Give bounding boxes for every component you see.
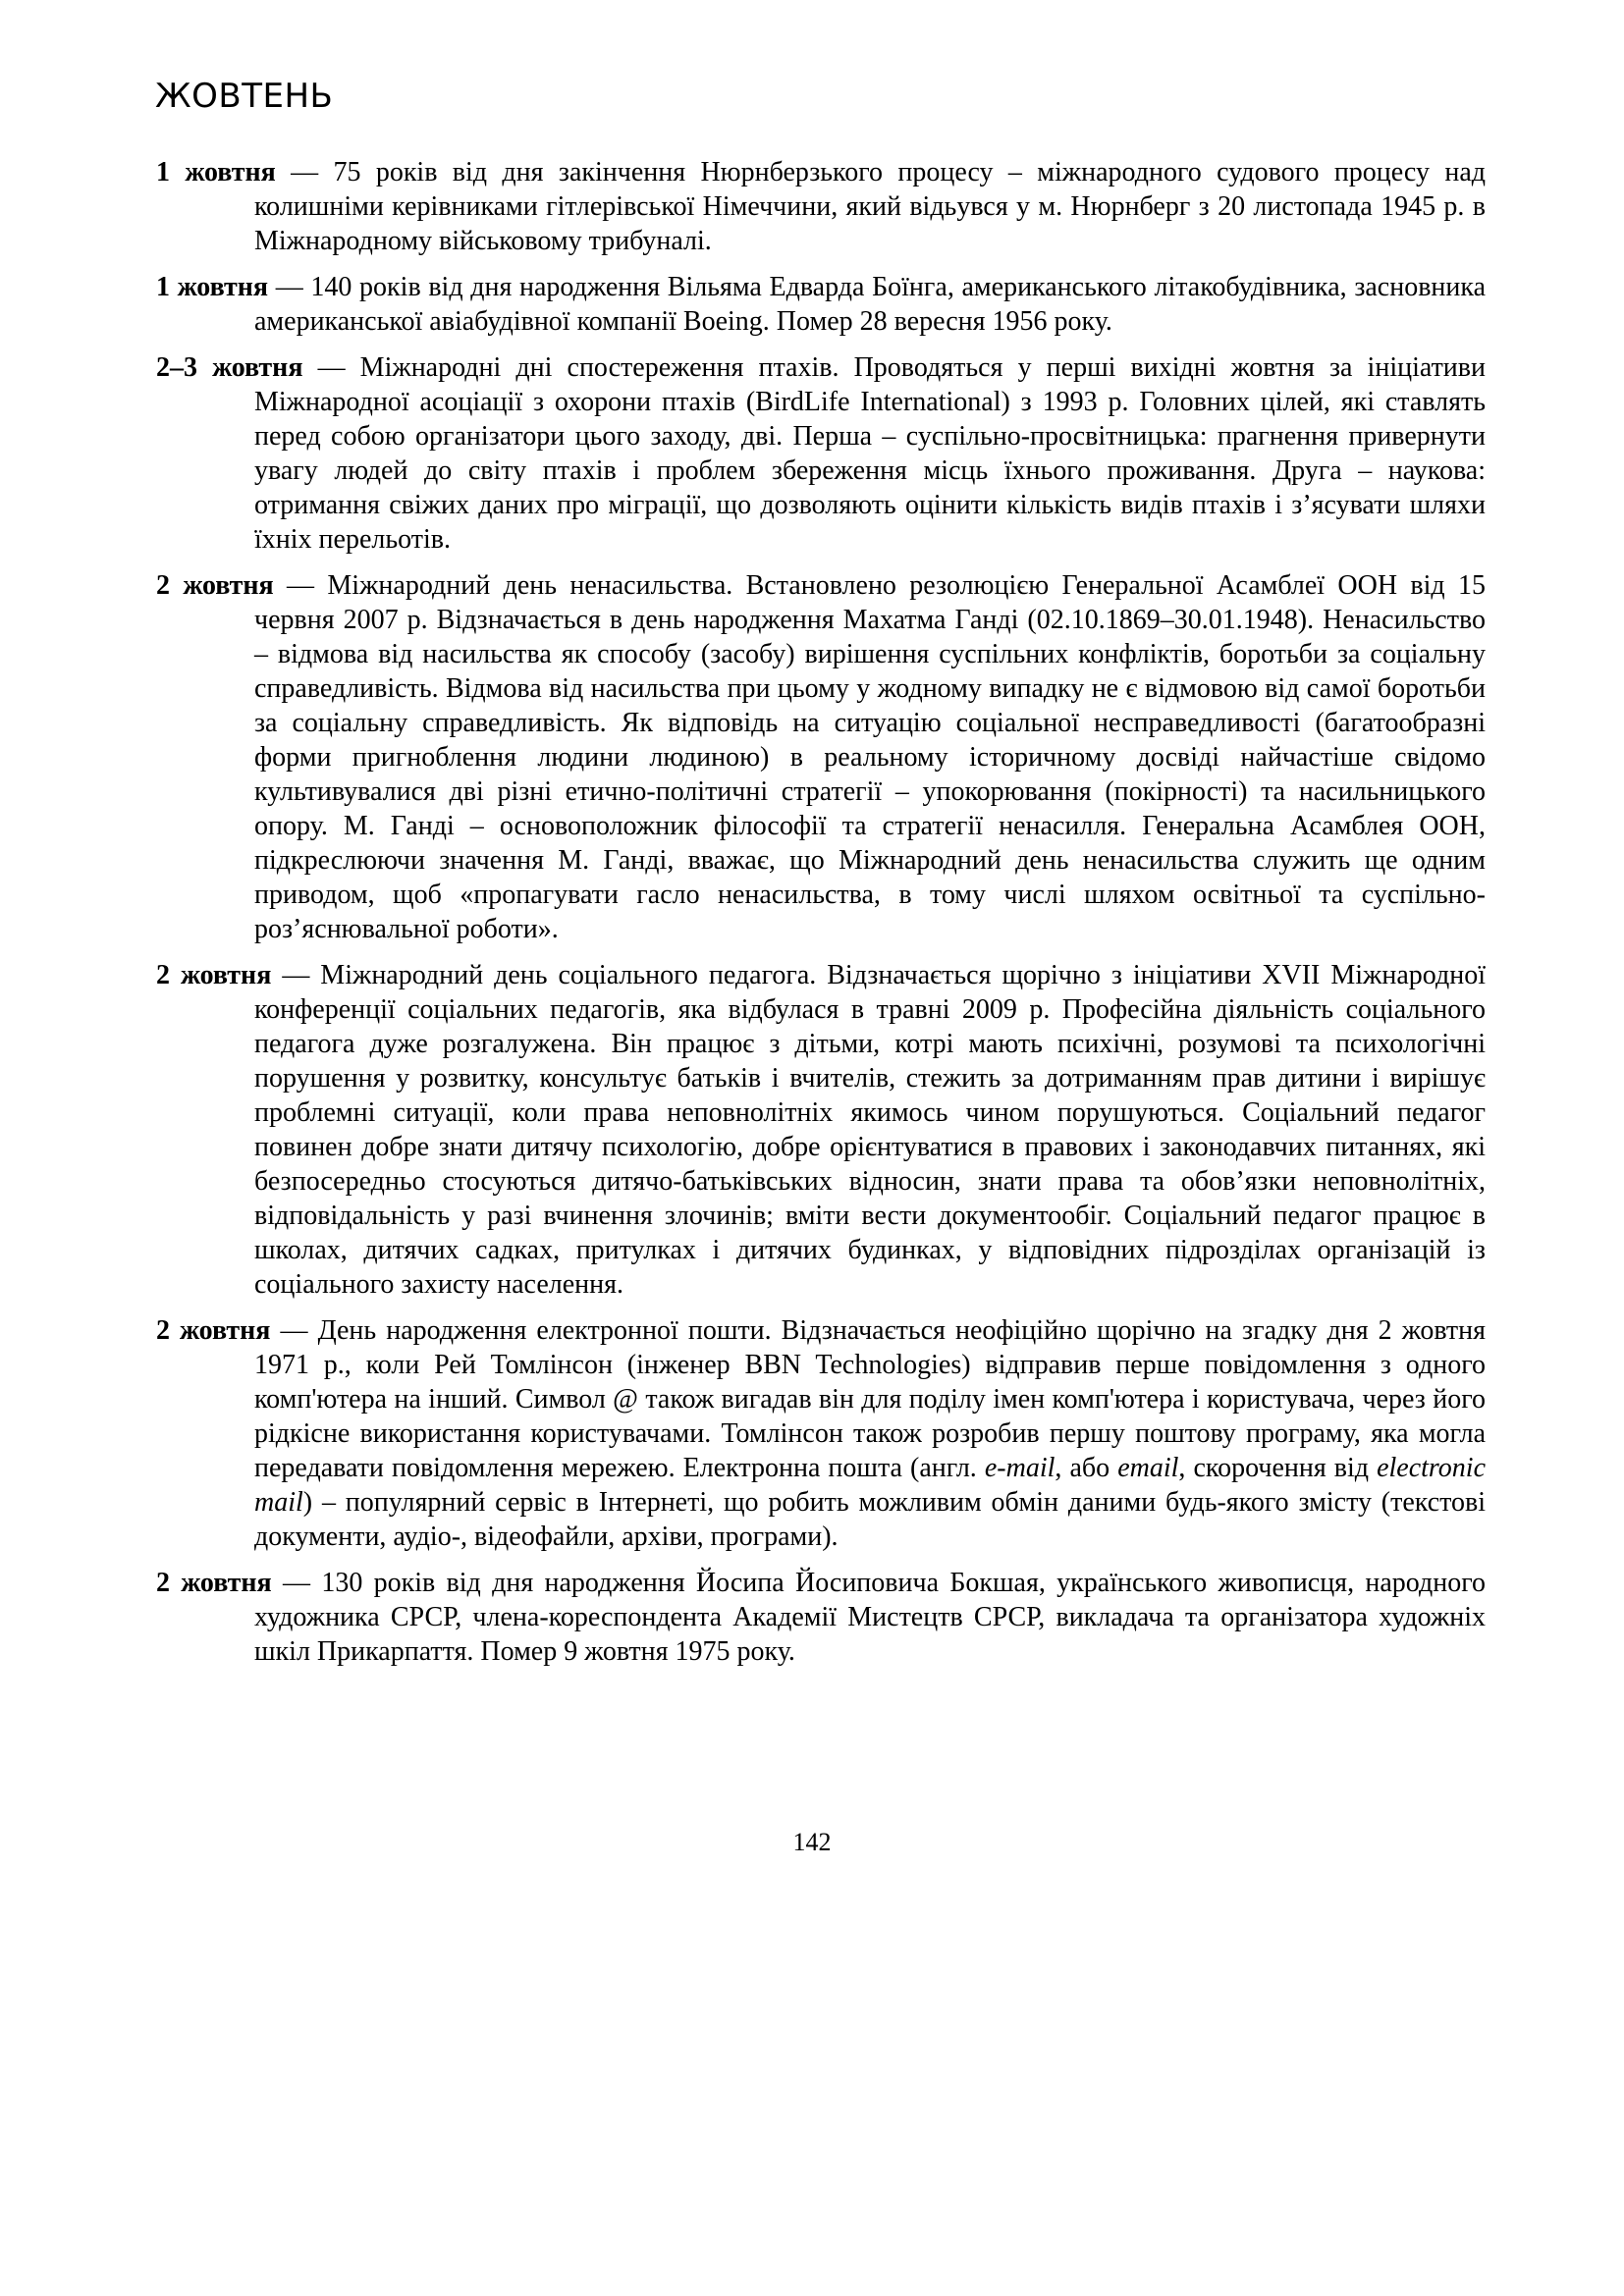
entry-text: 130 років від дня народження Йосипа Йосиповича Бокшая, українського живописця, народного художника СРСР, члена-кореспондента Академії Мистецтв СРСР, викладача та організатора художніх шкіл Прикарпаття. Помер 9 жовтня 1975 року. [254, 1568, 1486, 1667]
list-item [156, 958, 1486, 1302]
page-heading: ЖОВТЕНЬ [155, 77, 334, 116]
entry-dash: — [275, 157, 334, 187]
entry-term-emphasis: e-mail [984, 1453, 1056, 1483]
list-item [156, 1313, 1486, 1554]
entry-date: 2 жовтня [156, 1315, 271, 1346]
entry-text: , або [1055, 1453, 1118, 1483]
entry-text: , скорочення від [1178, 1453, 1378, 1483]
page-number: 142 [792, 1828, 832, 1856]
entry-date: 2 жовтня [156, 1568, 272, 1598]
entry-term-emphasis: electronic mail [254, 1453, 1486, 1518]
entry-dash: — [270, 1315, 318, 1346]
list-item [156, 350, 1486, 557]
entry-text: Міжнародний день соціального педагога. Відзначається щорічно з ініціативи XVII Міжнародної конференції соціальних педагогів, яка відбулася в травні 2009 р. Професійна діяльність соціального педагога дуже розгалужена. Він працює з дітьми, котрі мають психічні, розумові та психологічні порушення у розвитку, консультує батьків і вчителів, стежить за дотриманням прав дитини і вирішує проблемні ситуації, коли права неповнолітніх якимось чином порушуються. Соціальний педагог повинен добре знати дитячу психологію, добре орієнтуватися в правових і законодавчих питаннях, які безпосередньо стосуються дитячо-батьківських відносин, знати права та обов’язки неповнолітніх, відповідальність у разі вчинення злочинів; вміти вести документообіг. Соціальний педагог працює в школах, дитячих садках, притулках і дитячих будинках, у відповідних підрозділах організацій із соціального захисту населення. [254, 960, 1486, 1300]
entry-term-emphasis: email [1117, 1453, 1179, 1483]
entry-text: День народження електронної пошти. Відзначається неофіційно щорічно на згадку дня 2 жовтня 1971 р., коли Рей Томлінсон (інженер BBN Technologies) відправив перше повідомлення з одного комп'ютера на інший. Символ @ також вигадав він для поділу імен комп'ютера і користувача, через його рідкісне використання користувачами. Томлінсон також розробив першу поштову програму, яка могла передавати повідомлення мережею. Електронна пошта (англ. [254, 1315, 1487, 1483]
entry-dash: — [302, 352, 360, 383]
entry-date: 1 жовтня [156, 272, 269, 302]
entry-date: 2–3 жовтня [156, 352, 303, 383]
entries-list [156, 155, 1486, 1681]
list-item [156, 568, 1486, 946]
entry-dash: — [273, 570, 328, 601]
entry-dash: — [268, 272, 311, 302]
entry-text: Міжнародний день ненасильства. Встановлено резолюцією Генеральної Асамблеї ООН від 15 червня 2007 р. Відзначається в день народження Махатма Ганді (02.10.1869–30.01.1948). Ненасильство – відмова від насильства як способу (засобу) вирішення суспільних конфліктів, боротьби за соціальну справедливість. Відмова від насильства при цьому у жодному випадку не є відмовою від самої боротьби за соціальну справедливість. Як відповідь на ситуацію соціальної несправедливості (багатообразні форми пригноблення людини людиною) в реальному історичному досвіді найчастіше свідомо культивувалися дві різні етично-політичні стратегії – упокорювання (покірності) та насильницького опору. М. Ганді – основоположник філософії та стратегії ненасилля. Генеральна Асамблея ООН, підкреслюючи значення М. Ганді, вважає, що Міжнародний день ненасильства служить ще одним приводом, щоб «пропагувати гасло ненасильства, в тому числі шляхом освітньої та суспільно-роз’яснювальної роботи». [254, 570, 1487, 944]
entry-text: 75 років від дня закінчення Нюрнберзького процесу – міжнародного судового процесу над колишніми керівниками гітлерівської Німеччини, який відьувся у м. Нюрнберг з 20 листопада 1945 р. в Міжнародному військовому трибуналі. [254, 157, 1486, 256]
entry-date: 2 жовтня [156, 570, 274, 601]
list-item [156, 155, 1486, 258]
entry-dash: — [271, 960, 321, 990]
entry-date: 2 жовтня [156, 960, 272, 990]
entry-text: 140 років від дня народження Вільяма Едварда Боїнга, американського літакобудівника, засновника американської авіабудівної компанії Boeing. Помер 28 вересня 1956 року. [254, 272, 1487, 337]
list-item [156, 1566, 1486, 1669]
entry-text: Міжнародні дні спостереження птахів. Проводяться у перші вихідні жовтня за ініціативи Міжнародної асоціації з охорони птахів (BirdLife International) з 1993 р. Головних цілей, які ставлять перед собою організатори цього заходу, дві. Перша – суспільно-просвітницька: прагнення привернути увагу людей до світу птахів і проблем збереження місць їхнього проживання. Друга – наукова: отримання свіжих даних про міграції, що дозволяють оцінити кількість видів птахів і з’ясувати шляхи їхніх перельотів. [254, 352, 1486, 555]
entry-text: ) – популярний сервіс в Інтернеті, що робить можливим обмін даними будь-якого змісту (текстові документи, аудіо-, відеофайли, архіви, програми). [254, 1487, 1486, 1552]
list-item [156, 270, 1486, 339]
entry-date: 1 жовтня [156, 157, 276, 187]
entry-dash: — [271, 1568, 322, 1598]
